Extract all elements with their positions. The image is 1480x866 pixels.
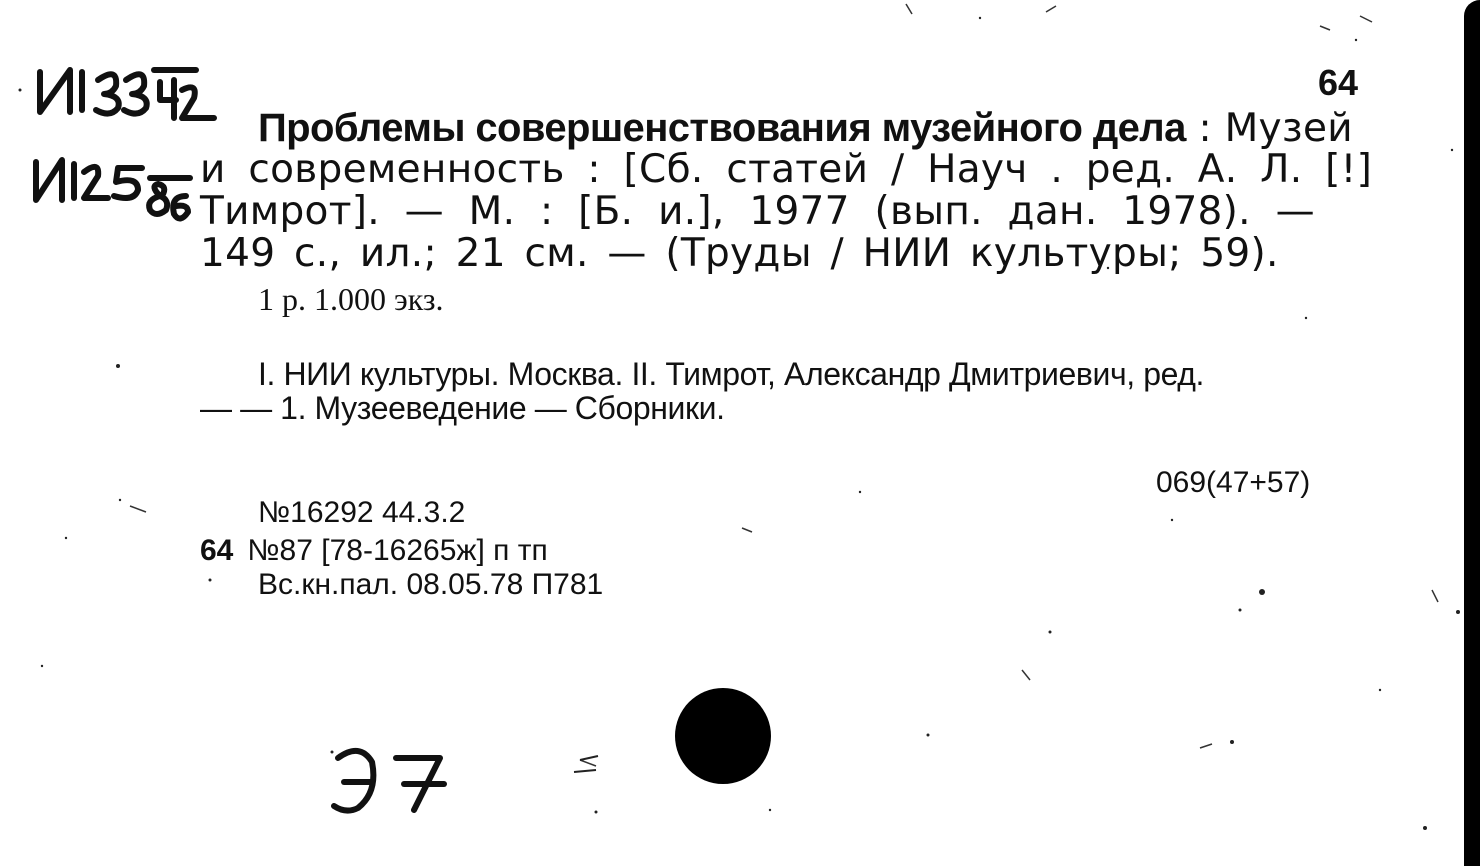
handwritten-call-number-2: [36, 160, 190, 219]
classification-code: 069(47+57): [1156, 466, 1311, 499]
title-bold: Проблемы совершенствования музейного дела: [258, 106, 1186, 150]
tech-line-3: Вс.кн.пал. 08.05.78 П781: [258, 568, 604, 601]
title-line: [258, 106, 1353, 151]
punch-hole: [675, 688, 771, 784]
tracings-line-1: I. НИИ культуры. Москва. II. Тимрот, Александр Дмитриевич, ред.: [258, 356, 1205, 392]
description-line-4: 149 с., ил.; 21 см. — (Труды / НИИ культуры; 59).: [200, 231, 1279, 276]
dash-marks: [574, 756, 598, 772]
handwritten-number-bottom: [334, 751, 444, 811]
tracings-line-2: — — 1. Музееведение — Сборники.: [200, 390, 725, 426]
tech-line-2-prefix: 64: [200, 534, 234, 567]
entry-number: 64: [1318, 62, 1359, 103]
tech-line-1: №16292 44.3.2: [258, 496, 466, 529]
tech-line-2-text: №87 [78-16265ж] п тп: [247, 534, 548, 567]
description-line-2: и современность : [Сб. статей / Науч . ред. А. Л. [!]: [200, 147, 1373, 192]
tech-line-2: [200, 534, 548, 568]
title-rest: : Музей: [1185, 106, 1353, 151]
description-line-3: Тимрот]. — М. : [Б. и.], 1977 (вып. дан. 1978). —: [200, 189, 1315, 234]
price-line: 1 р. 1.000 экз.: [258, 281, 444, 317]
handwritten-call-number-1: [40, 70, 214, 118]
